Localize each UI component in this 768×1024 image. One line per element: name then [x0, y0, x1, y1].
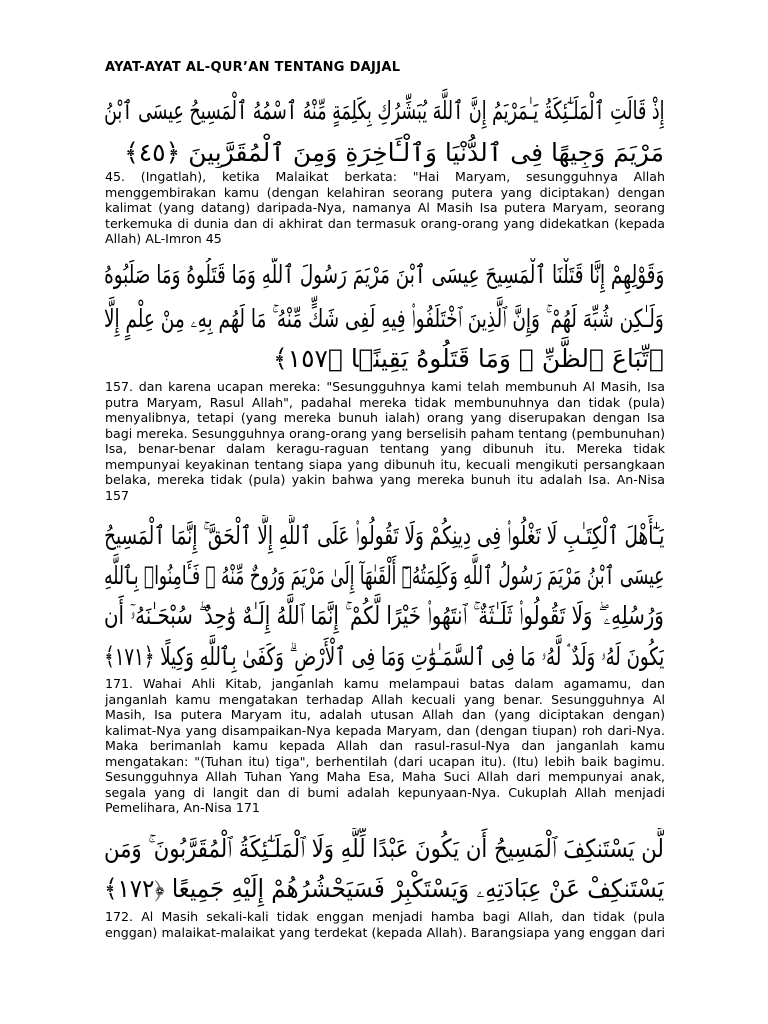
- translation-line: Isa, benar-benar dalam keragu-raguan tentang yang dibunuh itu. Mereka tidak: [105, 441, 665, 456]
- translation-line: Allah) AL-Imron 45: [105, 231, 222, 246]
- arabic-line: وَلَـٰكِن شُبِّهَ لَهُمْ ۚ وَإِنَّ ٱلَّذِينَ ٱخْتَلَفُوا۟ فِيهِ لَفِى شَكٍّ مِّنْهُ ۚ مَا لَهُم بِهِۦ مِنْ عِلْمٍ إِلَّا: [104, 304, 664, 333]
- translation-line: segala yang di langit dan di bumi adalah kepunyaan-Nya. Cukuplah Allah menjadi: [105, 784, 665, 800]
- translation-line: Masih, Isa putera Maryam itu, adalah utusan Allah dan (yang diciptakan dengan): [105, 707, 665, 722]
- translation-line: Maka berimanlah kamu kepada Allah dan rasul-rasul-Nya dan janganlah kamu: [105, 738, 665, 753]
- translation-line: menyalibnya, tetapi (yang mereka bunuh ialah) orang yang diserupakan dengan Isa: [105, 410, 665, 425]
- translation-line: belaka, mereka tidak (pula) yakin bahwa yang mereka bunuh itu adalah Isa. An-Nisa: [105, 472, 665, 487]
- translation-verse-45: [105, 169, 665, 247]
- translation-line: 157. dan karena ucapan mereka: "Sesungguhnya kami telah membunuh Al Masih, Isa: [105, 379, 665, 394]
- translation-line: enggan) malaikat-malaikat yang terdekat (kepada Allah). Barangsiapa yang enggan dari: [105, 924, 665, 940]
- arabic-line: لَّن يَسْتَنكِفَ ٱلْمَسِيحُ أَن يَكُونَ عَبْدًا لِّلَّهِ وَلَا ٱلْمَلَـٰٓئِكَةُ ٱلْمُقَرَّبُونَ ۚ وَمَن: [104, 834, 664, 863]
- translation-line: terkemuka di dunia dan di akhirat dan termasuk orang-orang yang didekatkan (kepada: [105, 215, 665, 231]
- arabic-line: مَرْيَمَ وَجِيهًا فِى ٱلدُّنْيَا وَٱلْـَٔاخِرَةِ وَمِنَ ٱلْمُقَرَّبِينَ ﴿٤٥﴾: [124, 138, 664, 167]
- translation-line: Pemelihara, An-Nisa 171: [105, 800, 260, 815]
- arabic-verse-157: [104, 258, 664, 378]
- arabic-line: يَكُونَ لَهُۥ وَلَدٌ ۘ لَّهُۥ مَا فِى ٱلسَّمَـٰوَٰتِ وَمَا فِى ٱلْأَرْضِ ۗ وَكَفَىٰ بِٱللَّهِ وَكِيلًا ﴿١٧١﴾: [104, 642, 664, 671]
- arabic-line: يَـٰٓأَهْلَ ٱلْكِتَـٰبِ لَا تَغْلُوا۟ فِى دِينِكُمْ وَلَا تَقُولُوا۟ عَلَى ٱللَّهِ إِلَّا ٱلْحَقَّ ۚ إِنَّمَا ٱلْمَسِيحُ: [104, 521, 664, 550]
- translation-line: putra Maryam, Rasul Allah", padahal mereka tidak membunuhnya dan tidak (pula): [105, 394, 665, 410]
- translation-verse-171: [105, 676, 665, 816]
- translation-line: kalimat (yang datang) daripada-Nya, namanya Al Masih Isa putera Maryam, seorang: [105, 200, 665, 215]
- translation-line: bagi mereka. Sesungguhnya orang-orang yang berselisih paham tentang (pembunuhan): [105, 425, 665, 441]
- arabic-line: ٱتِّبَاعَ ٱلظَّنِّ ۚ وَمَا قَتَلُوهُ يَقِينًۢا ﴿١٥٧﴾: [272, 344, 664, 373]
- translation-line: mempunyai keyakinan tentang siapa yang dibunuh itu, kecuali mengikuti persangkaan: [105, 456, 665, 472]
- translation-line: janganlah kamu mengatakan terhadap Allah kecuali yang benar. Sesungguhnya Al: [105, 691, 665, 707]
- translation-line: menggembirakan kamu (dengan kelahiran seorang putera yang diciptakan) dengan: [105, 184, 665, 200]
- arabic-line: وَرُسُلِهِۦ ۖ وَلَا تَقُولُوا۟ ثَلَـٰثَةٌ ۚ ٱنتَهُوا۟ خَيْرًا لَّكُمْ ۚ إِنَّمَا ٱللَّهُ إِلَـٰهٌ وَٰحِدٌ ۖ سُبْحَـٰنَهُۥٓ أَن: [104, 601, 664, 630]
- arabic-line: وَقَوْلِهِمْ إِنَّا قَتَلْنَا ٱلْمَسِيحَ عِيسَى ٱبْنَ مَرْيَمَ رَسُولَ ٱللَّهِ وَمَا قَتَلُوهُ وَمَا صَلَبُوهُ: [104, 260, 664, 289]
- arabic-verse-171: [104, 515, 664, 677]
- page-title: AYAT-AYAT AL-QUR’AN TENTANG DAJJAL: [105, 60, 401, 75]
- translation-line: 45. (Ingatlah), ketika Malaikat berkata: "Hai Maryam, sesungguhnya Allah: [105, 169, 665, 184]
- translation-line: Sesungguhnya Allah Tuhan Yang Maha Esa, Maha Suci Allah dari mempunyai anak,: [105, 769, 665, 784]
- translation-line: mengatakan: "(Tuhan itu) tiga", berhentilah (dari ucapan itu). (Itu) lebih baik bagimu.: [105, 753, 665, 769]
- translation-line: kalimat-Nya yang disampaikan-Nya kepada Maryam, dan (dengan tiupan) roh dari-Nya.: [105, 722, 665, 738]
- arabic-verse-45: [104, 88, 664, 168]
- arabic-line: يَسْتَنكِفْ عَنْ عِبَادَتِهِۦ وَيَسْتَكْبِرْ فَسَيَحْشُرُهُمْ إِلَيْهِ جَمِيعًا ﴿١٧٢﴾: [104, 874, 664, 903]
- translation-line: 171. Wahai Ahli Kitab, janganlah kamu melampaui batas dalam agamamu, dan: [105, 676, 665, 691]
- translation-line: 157: [105, 487, 130, 503]
- arabic-verse-172: [104, 828, 664, 908]
- translation-line: 172. Al Masih sekali-kali tidak enggan menjadi hamba bagi Allah, dan tidak (pula: [105, 909, 665, 924]
- arabic-line: عِيسَى ٱبْنُ مَرْيَمَ رَسُولُ ٱللَّهِ وَكَلِمَتُهُۥٓ أَلْقَىٰهَآ إِلَىٰ مَرْيَمَ وَرُوحٌ مِّنْهُ ۖ فَـَٔامِنُوا۟ بِٱللَّهِ: [104, 561, 664, 590]
- translation-verse-157: [105, 379, 665, 503]
- translation-verse-172: [105, 909, 665, 940]
- arabic-line: إِذْ قَالَتِ ٱلْمَلَـٰٓئِكَةُ يَـٰمَرْيَمُ إِنَّ ٱللَّهَ يُبَشِّرُكِ بِكَلِمَةٍ مِّنْهُ ٱسْمُهُ ٱلْمَسِيحُ عِيسَى ٱبْنُ: [104, 96, 664, 125]
